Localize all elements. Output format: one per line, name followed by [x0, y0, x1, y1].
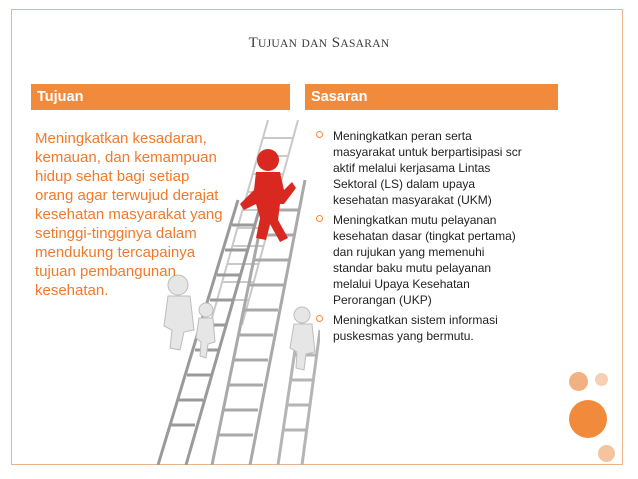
tujuan-line: kesehatan masyarakat yang: [35, 206, 223, 223]
sasaran-list: [316, 128, 576, 348]
decorative-circle: [598, 445, 615, 462]
tujuan-line: setinggi-tingginya dalam: [35, 225, 197, 242]
slide-title: TUJUAN DAN SASARAN: [248, 35, 390, 51]
bullet-icon: [316, 215, 323, 222]
list-item: Meningkatkan peran serta masyarakat untuk berpartisipasi scr aktif melalui kerjasama Lintas Sektoral (LS) dalam upaya kesehatan masyarakat (UKM): [316, 128, 576, 208]
decorative-circle: [569, 372, 588, 391]
tujuan-line: kesehatan.: [35, 282, 109, 299]
bullet-icon: [316, 315, 323, 322]
list-item: Meningkatkan sistem informasi puskesmas yang bermutu.: [316, 312, 576, 344]
decorative-circle: [569, 400, 607, 438]
tujuan-line: hidup sehat bagi setiap: [35, 168, 190, 185]
sasaran-header: Sasaran: [305, 84, 558, 110]
decorative-circle: [595, 373, 608, 386]
tujuan-text: [35, 129, 273, 300]
tujuan-line: kemauan, dan kemampuan: [35, 149, 217, 166]
tujuan-line: mendukung tercapainya: [35, 244, 196, 261]
tujuan-header: Tujuan: [31, 84, 290, 110]
tujuan-line: orang agar terwujud derajat: [35, 187, 219, 204]
tujuan-line: tujuan pembangunan: [35, 263, 176, 280]
bullet-icon: [316, 131, 323, 138]
tujuan-line: Meningkatkan kesadaran,: [35, 130, 207, 147]
list-item: Meningkatkan mutu pelayanan kesehatan dasar (tingkat pertama) dan rujukan yang memenuhi standar baku mutu pelayanan melalui Upaya Kesehatan Perorangan (UKP): [316, 212, 576, 308]
